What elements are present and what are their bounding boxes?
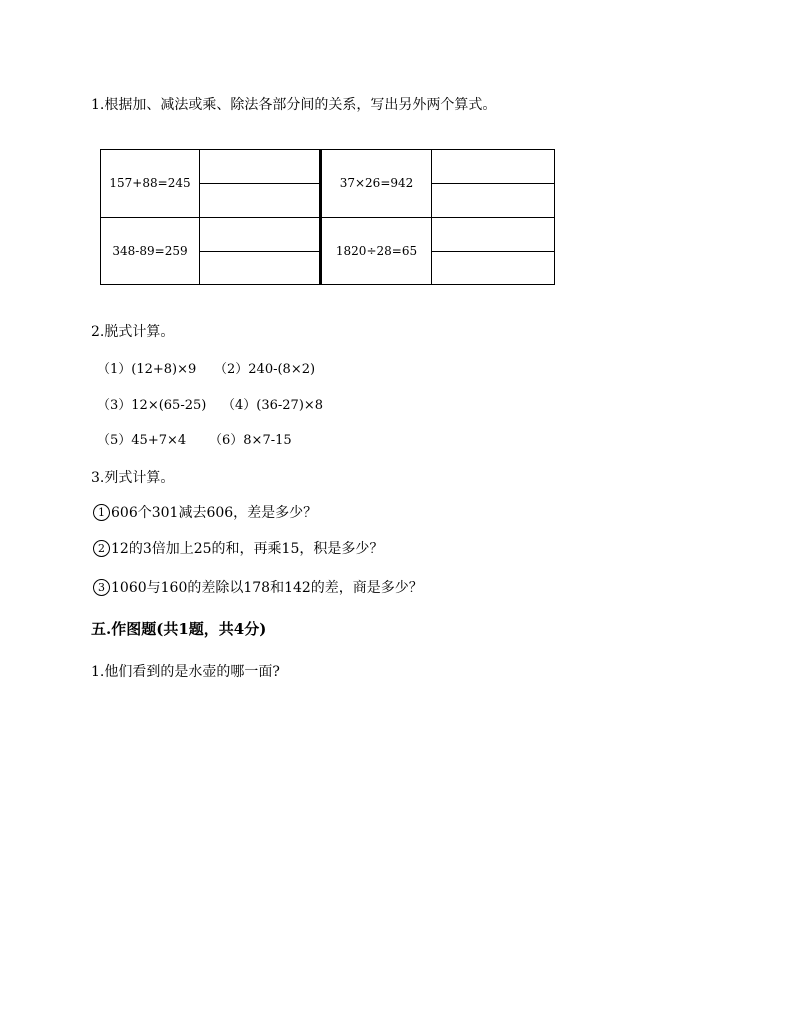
answer-cell[interactable]: [432, 217, 555, 285]
word-problem: [93, 538, 383, 558]
calc-number: （1）: [97, 362, 132, 377]
section-heading: 五.作图题(共1题，共4分): [91, 620, 267, 638]
word-problem-text: 606个301减去606，差是多少？: [111, 505, 318, 521]
calc-expression: 240-(8×2): [248, 362, 316, 377]
table-row: [101, 217, 555, 285]
calc-item: [97, 358, 196, 377]
table-row: [101, 150, 555, 218]
word-problem-text: 12的3倍加上25的和，再乘15，积是多少？: [111, 541, 384, 557]
circled-number-marker: 3: [93, 579, 110, 596]
calc-number: （4）: [222, 398, 257, 413]
answer-cell[interactable]: [432, 150, 555, 218]
answer-cell[interactable]: [200, 217, 321, 285]
equation-cell: 157+88=245: [101, 150, 200, 218]
circled-number-marker: 2: [93, 540, 110, 557]
calc-number: （6）: [209, 433, 244, 448]
calc-expression: (12+8)×9: [131, 362, 197, 377]
section-5-question-1: 1.他们看到的是水壶的哪一面?: [91, 664, 280, 680]
question-1-title: 1.根据加、减法或乘、除法各部分间的关系，写出另外两个算式。: [91, 97, 497, 113]
answer-divider: [432, 183, 554, 184]
answer-divider: [432, 251, 554, 252]
calc-item: [209, 429, 292, 448]
word-problem: [93, 502, 317, 522]
equation-cell: 37×26=942: [321, 150, 432, 218]
word-problem-text: 1060与160的差除以178和142的差，商是多少？: [111, 580, 423, 596]
calc-item: [97, 394, 206, 413]
calc-number: （3）: [97, 398, 132, 413]
equation-cell: 348-89=259: [101, 217, 200, 285]
answer-cell[interactable]: [200, 150, 321, 218]
equation-cell: 1820÷28=65: [321, 217, 432, 285]
question-2-title: 2.脱式计算。: [91, 324, 175, 340]
calc-expression: 45+7×4: [131, 433, 187, 448]
calc-item: [222, 394, 323, 413]
answer-divider: [200, 251, 319, 252]
circled-number-marker: 1: [93, 504, 110, 521]
calc-expression: 12×(65-25): [131, 398, 207, 413]
calc-expression: 8×7-15: [243, 433, 292, 448]
calc-item: [97, 429, 186, 448]
answer-divider: [200, 183, 319, 184]
question-3-title: 3.列式计算。: [91, 470, 175, 486]
equation-table: [100, 149, 555, 285]
calc-number: （5）: [97, 433, 132, 448]
calc-expression: (36-27)×8: [256, 398, 324, 413]
calc-number: （2）: [214, 362, 249, 377]
calc-item: [214, 358, 315, 377]
word-problem: [93, 577, 423, 597]
